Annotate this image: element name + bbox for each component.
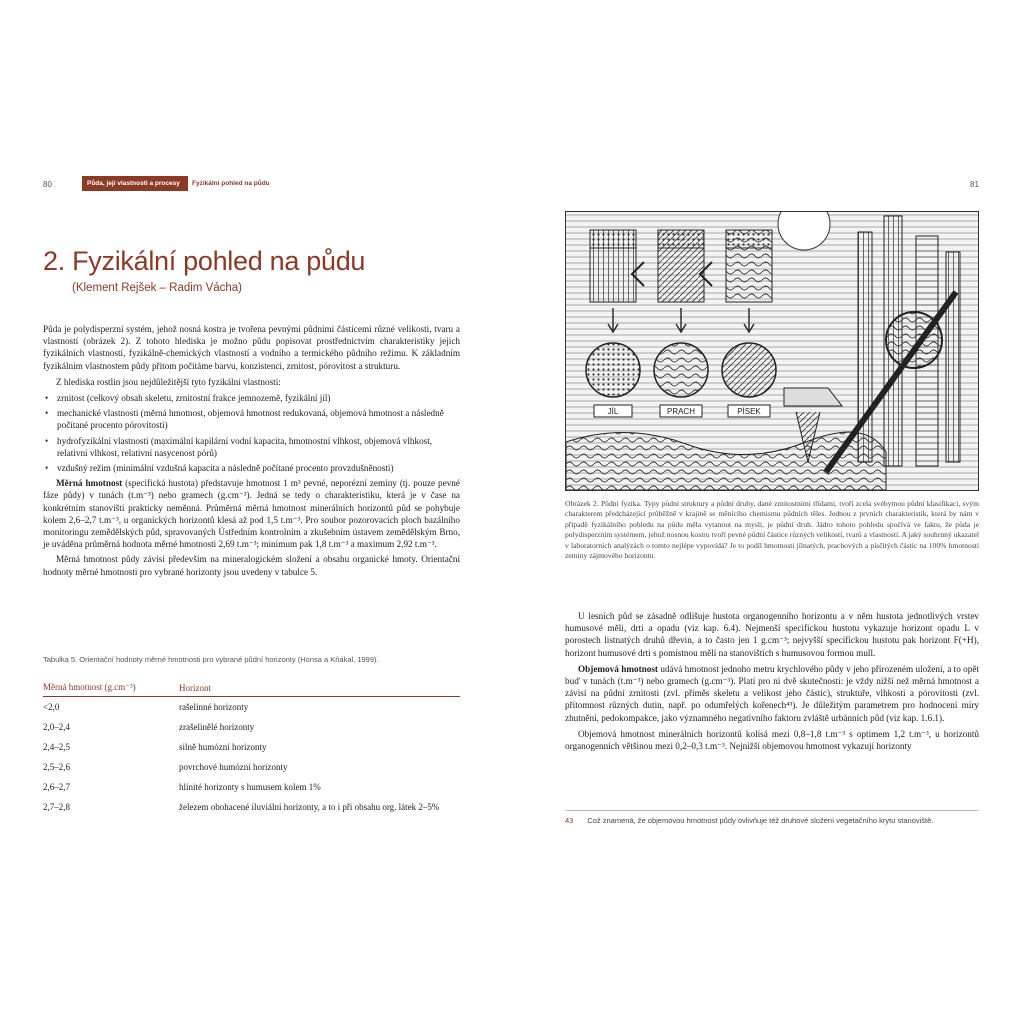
left-page-number: 80 — [43, 180, 52, 189]
footnote — [565, 816, 933, 825]
list-item: • hydrofyzikální vlastnosti (maximální kapilární vodní kapacita, hmotnostní vlhkost, objemová vlhkost, relativní vlhkost, relativní nasycenost pórů) — [43, 435, 460, 459]
label-prach: PRACH — [666, 407, 696, 416]
table-cell-value: 2,6–2,7 — [43, 781, 70, 792]
mh-text: (specifická hustota) představuje hmotnost 1 m³ pevné, neporézní zeminy (tj. pouze pevné fáze půdy) v tunách (t.m⁻³) nebo gramech (g.cm⁻³). Jedná se tedy o charakteristiku, která je v čase na konkrétním stanovišti prakticky neměnná. Průměrná měrná hmotnost minerálních horizontů půd se pohybuje kolem 2,6–2,7 t.m⁻³, u organických horizontů klesá až pod 1,5 t.m⁻³. Pro soubor pozorovacích ploch bazálního monitoringu zemědělských půd, spravovaných Ústředním kontrolním a zkušebním ústavem zemědělským Brno, je uváděna průměrná hodnota měrné hmotnosti 2,69 t.m⁻³; minimum pak 1,8 t.m⁻³ a maximum 2,92 t.m⁻³. — [43, 478, 460, 550]
oh-term: Objemová hmotnost — [578, 663, 658, 674]
right-paragraph-3: Objemová hmotnost minerálních horizontů kolísá mezi 0,8–1,8 t.m⁻³ s optimem 1,2 t.m⁻³, u horizontů organogenních většinou mezi 0,2–0,3 t.m⁻³. Nejnižší objemovou hmotnost vykazují horizonty — [565, 728, 979, 752]
table-row — [43, 737, 460, 757]
table-cell-value: 2,5–2,6 — [43, 761, 70, 772]
figure-caption: Obrázek 2. Půdní fyzika. Typy půdní struktury a půdní druhy, dané zrnitostními třídami, tvoří zcela svébytnou půdní klasifikaci, svým charakterem předcházející průběžně v krajině se měnícího chemismu půdních těles. Jednou z prvních charakteristik, která by nám v případě fyzikálního pohledu na půdu měla vytanout na mysli, je půdní druh. Jádro tohoto pohledu spočívá ve faktu, že půda je polydisperzním systémem, jehož nosnou kostru tvoří pevné půdní částice různých velikostí, tvarů a vlastností. A jaký souhrnný ukazatel v laboratorních analýzách o tomto nejlépe vypovídá? Je to podíl hmotnosti jílnatých, prachových a písčitých částic na 100% hmotnosti zeminy zájmového horizontu. — [565, 499, 979, 561]
soil-physics-illustration — [565, 211, 979, 491]
properties-list — [43, 392, 460, 474]
list-item: • zrnitost (celkový obsah skeletu, zrnitostní frakce jemnozemě, fyzikální jíl) — [43, 392, 460, 404]
footnote-rule — [565, 810, 979, 811]
table-row — [43, 797, 460, 817]
table-cell-value: <2,0 — [43, 701, 60, 712]
right-page-number: 81 — [970, 180, 979, 189]
table-row — [43, 777, 460, 797]
table-cell-horizon: železem obohacené iluviální horizonty, a to i při obsahu org. látek 2–5% — [179, 801, 440, 812]
chapter-title: 2. Fyzikální pohled na půdu — [43, 246, 366, 276]
table-caption: Tabulka 5. Orientační hodnoty měrné hmotnosti pro vybrané půdní horizonty (Honsa a Kňákal, 1999). — [43, 655, 379, 664]
mh-paragraph — [43, 477, 460, 550]
texture-circles — [586, 343, 776, 397]
table-row — [43, 697, 460, 718]
table-cell-value: 2,0–2,4 — [43, 721, 70, 732]
table-cell-horizon: povrchové humózní horizonty — [179, 761, 288, 772]
list-item: • vzdušný režim (minimální vzdušná kapacita a následně počítané procento provzdušněnosti) — [43, 462, 460, 474]
label-pisek: PÍSEK — [737, 407, 761, 416]
illustration-svg — [566, 212, 978, 490]
table-cell-value: 2,7–2,8 — [43, 801, 70, 812]
chapter-authors: (Klement Rejšek – Radim Vácha) — [72, 282, 243, 294]
list-intro: Z hlediska rostlin jsou nejdůležitější tyto fyzikální vlastnosti: — [56, 376, 281, 387]
table-header-value: Měrná hmotnost (g.cm⁻³) — [43, 682, 179, 697]
oh-text: udává hmotnost jednoho metru krychlového půdy v jeho přirozeném uložení, a to opět buď v tunách (t.m⁻³) nebo gramech (g.cm⁻³). Platí pro ni dvě skutečnosti: je vždy nižší než měrná hmotnost a závisí na půdní zrnitosti (zvl. příměs skeletu a velikost jeho částic), struktuře, vlhkosti a pórovitosti (zvl. přítomnost různých dutin, např. po odumřelých kořenech⁴³). Je důležitým parametrem pro hodnocení míry zhutnění, pedokompakce, jako významného negativního faktoru zvláště urbánních půd (viz kap. 1.6.1). — [565, 663, 979, 723]
footnote-text: Což znamená, že objemovou hmotnost půdy ovlivňuje též druhové složení vegetačního krytu stanoviště. — [587, 816, 934, 825]
mh-term: Měrná hmotnost — [56, 478, 123, 489]
soil-profiles — [590, 230, 772, 302]
table-5 — [43, 682, 460, 817]
table-cell-value: 2,4–2,5 — [43, 741, 70, 752]
oh-paragraph — [565, 663, 979, 724]
list-item: • mechanické vlastnosti (měrná hmotnost, objemová hmotnost redukovaná, objemová hmotnost a následně počítané procento pórovitosti) — [43, 407, 460, 431]
table-row — [43, 717, 460, 737]
table-cell-horizon: silně humózní horizonty — [179, 741, 267, 752]
footnote-number: 43 — [565, 816, 574, 825]
mh-paragraph-2: Měrná hmotnost půdy závisí především na mineralogickém složení a obsahu organické hmoty. Orientační hodnoty měrné hmotnosti pro vybrané horizonty jsou uvedeny v tabulce 5. — [43, 554, 460, 577]
table-header-horizon: Horizont — [179, 682, 460, 697]
label-jil: JÍL — [607, 407, 619, 416]
table-row — [43, 757, 460, 777]
table-cell-horizon: zrašelinělé horizonty — [179, 721, 255, 732]
table-cell-horizon: rašelinné horizonty — [179, 701, 249, 712]
table-cell-horizon: hlinité horizonty s humusem kolem 1% — [179, 781, 321, 792]
right-paragraph-1: U lesních půd se zásadně odlišuje hustota organogenního horizontu a v něm hustota jednotlivých vrstev humusové měli, drti a opadu (viz kap. 6.4). Nejmenší specifickou hustotu vykazuje horizont opadu L v porostech listnatých druhů dřevin, a to často jen 1 g.cm⁻³; nejvyšší specifickou hustotu pak horizont F(+H), horizont humusové drti s pomístnou mělí na stanovištích s humusovou formou mull. — [565, 611, 979, 658]
left-column-text — [43, 323, 460, 578]
right-column-text — [565, 610, 979, 752]
intro-paragraph: Půda je polydisperzní systém, jehož nosná kostra je tvořena pevnými půdními částicemi různé velikosti, tvaru a vlastností (obrázek 2). Z tohoto hlediska je možno půdu popisovat prostřednictvím charakteristiky jejich fyzikálních vlastností, fyzikálně-chemických vlastností a vodního a termického půdního režimu. K základním fyzikálním vlastnostem půdy přitom počítáme barvu, konzistenci, zrnitost, pórovitost a strukturu. — [43, 324, 460, 371]
running-header-section: Půda, její vlastnosti a procesy — [82, 176, 188, 191]
running-header-chapter: Fyzikální pohled na půdu — [192, 180, 270, 187]
